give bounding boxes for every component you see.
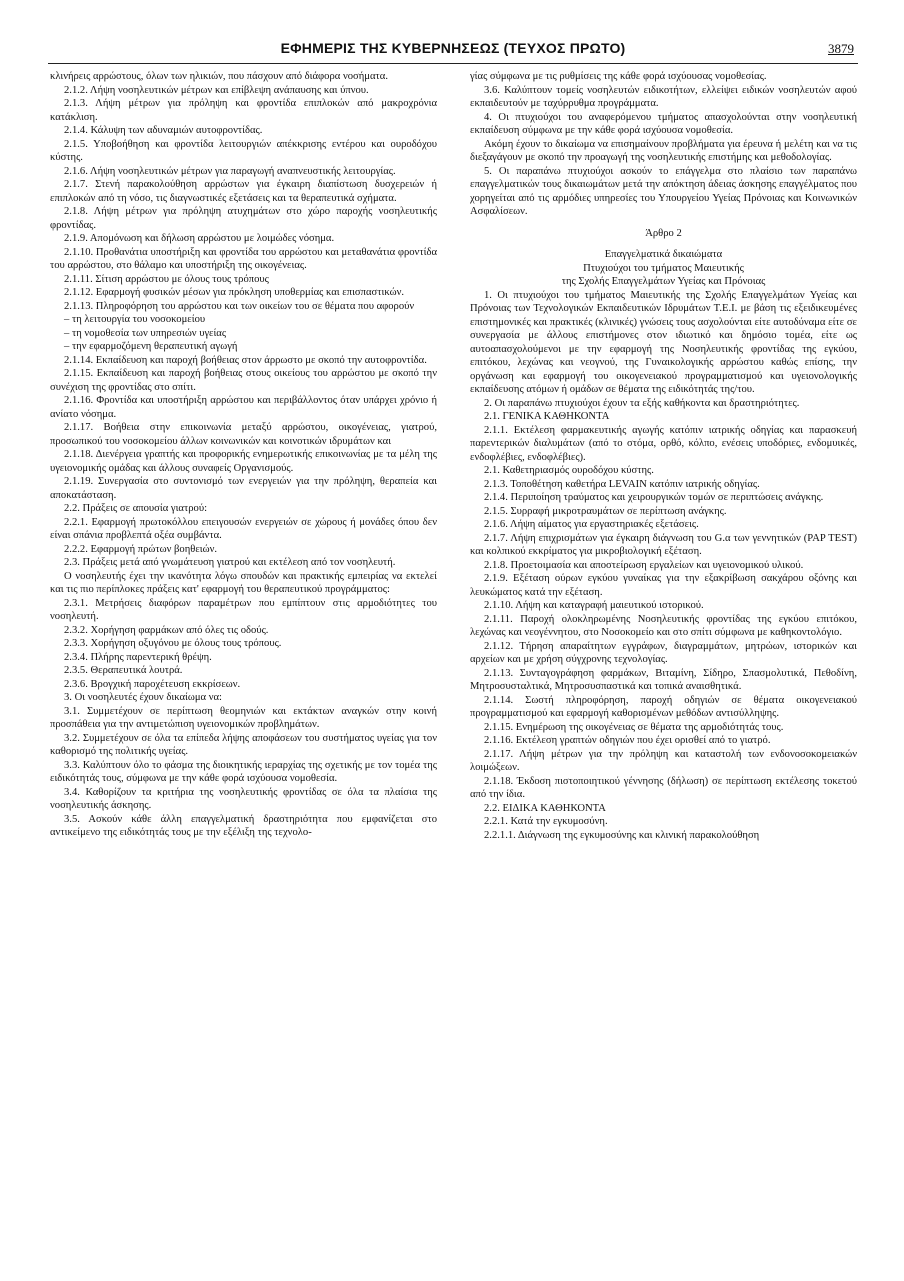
paragraph: 2.3. Πράξεις μετά από γνωμάτευση γιατρού και εκτέλεση από τον νοσηλευτή. — [64, 557, 396, 568]
header-rule — [48, 63, 858, 64]
subsection-heading: 2.2. ΕΙΔΙΚΑ ΚΑΘΗΚΟΝΤΑ — [484, 802, 606, 814]
paragraph: 2.1.2. Λήψη νοσηλευτικών μέτρων και επίβλεψη ανάπαυσης και ύπνου. — [64, 84, 369, 96]
paragraph: 2.1.4. Κάλυψη των αδυναμιών αυτοφροντίδας. — [64, 125, 263, 136]
paragraph: 2.3.1. Μετρήσεις διαφόρων παραμέτρων που εμπίπτουν στις αρμοδιότητες του νοσηλευτή. — [50, 597, 437, 622]
section-heading: της Σχολής Επαγγελμάτων Υγείας και Πρόνοιας — [561, 276, 766, 287]
paragraph: Ακόμη έχουν το δικαίωμα να επισημαίνουν προβλήματα για έρευνα ή μελέτη και να τις διεξαγάγουν με σκοπό την προαγωγή της νοσηλευτικής επιστήμης και μεθοδολογίας. — [470, 138, 857, 163]
paragraph: 2.1.18. Έκδοση πιστοποιητικού γέννησης (δήλωση) σε περίπτωση εκτέλεσης τοκετού από την ίδια. — [470, 775, 857, 800]
paragraph: 2.1.5. Συρραφή μικροτραυμάτων σε περίπτωση ανάγκης. — [484, 505, 727, 517]
paragraph: 1. Οι πτυχιούχοι του τμήματος Μαιευτικής της Σχολής Επαγγελμάτων Υγείας και Πρόνοιας των Τεχνολογικών Εκπαιδευτικών Ιδρυμάτων Τ.Ε.Ι. με βάση τις εξειδικευμένες επιστημονικές και πρακτικές (κλινικές) γνώσεις τους ασχολούνται είτε αυτοδύναμα είτε σε συνεργασία με άλλους επιστήμονες στον ιδιωτικό και δημόσιο τομέα, είτε ως αυτοαπασχολούμενοι με την εφαρμογή της Νοσηλευτικής φροντίδας της εγκύου, επιτόκου, λεχώνας και νεογνού, της Γυναικολογικής αρρώστου καθώς επίσης, την οργάνωση και εφαρμογή του οικογενειακού προγραμματισμού και υγειονολογικής εκπαίδευσης ατόμων ή ομάδων σε θέματα της ειδικότητάς της/του. — [470, 289, 857, 395]
paragraph: 2.1.9. Εξέταση ούρων εγκύου γυναίκας για την εξακρίβωση σακχάρου οξόνης και λευκώματος κατά την εξέταση. — [470, 573, 857, 598]
paragraph: 3.4. Καθορίζουν τα κριτήρια της νοσηλευτικής φροντίδας σε όλα τα πλαίσια της νοσηλευτικής άσκησης. — [50, 786, 437, 811]
paragraph: – τη νομοθεσία των υπηρεσιών υγείας — [64, 327, 227, 339]
paragraph: 2.3.5. Θεραπευτικά λουτρά. — [64, 665, 183, 676]
paragraph: 2.1.8. Λήψη μέτρων για πρόληψη ατυχημάτων στο χώρο παροχής νοσηλευτικής φροντίδας. — [50, 206, 437, 231]
page-header — [48, 38, 858, 64]
paragraph: 2.1.16. Εκτέλεση γραπτών οδηγιών που έχει ορισθεί από το γιατρό. — [484, 735, 771, 746]
paragraph: 2.3.4. Πλήρης παρεντερική θρέψη. — [64, 651, 212, 663]
paragraph: 2.1.8. Προετοιμασία και αποστείρωση εργαλείων και υγειονομικού υλικού. — [484, 559, 804, 571]
paragraph: 2.1.17. Λήψη μέτρων για την πρόληψη και καταστολή των ενδονοσοκομειακών λοιμώξεων. — [470, 748, 857, 773]
paragraph: 2.1.12. Εφαρμογή φυσικών μέσων για πρόκληση υποθερμίας και επισπαστικών. — [64, 287, 405, 298]
paragraph: 2.1.7. Λήψη επιχρισμάτων για έγκαιρη διάγνωση του G.α των γεννητικών (PAP TEST) και κολπικού εκκρίματος για μικροβιολογική εξέταση. — [470, 532, 857, 557]
paragraph: 2.1.6. Λήψη αίματος για εργαστηριακές εξετάσεις. — [484, 519, 699, 530]
paragraph: 3.1. Συμμετέχουν σε περίπτωση θεομηνιών και εκτάκτων αναγκών στην κοινή προσπάθεια για την αντιμετώπιση υγειονομικών προβλημάτων. — [50, 705, 437, 730]
section-heading: Επαγγελματικά δικαιώματα — [604, 249, 723, 260]
paragraph: 3.2. Συμμετέχουν σε όλα τα επίπεδα λήψης αποφάσεων του συστήματος υγείας για τον καθορισμό της πολιτικής υγείας. — [50, 732, 437, 757]
paragraph: 2.2. Πράξεις σε απουσία γιατρού: — [64, 503, 208, 514]
paragraph: 2.1.4. Περιποίηση τραύματος και χειρουργικών τομών σε περιπτώσεις ανάγκης. — [484, 492, 824, 503]
paragraph: 2.1.10. Προθανάτια υποστήριξη και φροντίδα του αρρώστου και μεταθανάτια φροντίδα του αρρώστου, στο θάλαμο και υποστήριξη της οικογένειας. — [50, 246, 437, 271]
paragraph: 3.6. Καλύπτουν τομείς νοσηλευτών ειδικοτήτων, ελλείψει ειδικών νοσηλευτών αφού εκπαιδευτούν με ταχύρρυθμα προγράμματα. — [470, 84, 857, 109]
paragraph: 3. Οι νοσηλευτές έχουν δικαίωμα να: — [64, 692, 222, 703]
paragraph: 2.2.1. Εφαρμογή πρωτοκόλλου επειγουσών ενεργειών σε χώρους ή μονάδες όπου δεν είναι σπάνια προβλεπτά οξέα συμβάντα. — [50, 516, 437, 541]
paragraph: 5. Οι παραπάνω πτυχιούχοι ασκούν το επάγγελμα στο πλαίσιο των παραπάνω επαγγελματικών τους δικαιωμάτων μετά την απόκτηση άδειας άσκησης επαγγέλματος που χορηγείται από τις αρμόδιες υπηρεσίες του Υπουργείου Υγείας Πρόνοιας και Κοινωνικών Ασφαλίσεων. — [470, 165, 857, 217]
paragraph: 2.2.2. Εφαρμογή πρώτων βοηθειών. — [64, 543, 218, 555]
paragraph: 2.1.18. Διενέργεια γραπτής και προφορικής ενημερωτικής επικοινωνίας με τα μέλη της υγειονομικής ομάδας και άλλους συναφείς Οργανισμούς. — [50, 449, 437, 474]
paragraph: 2.3.3. Χορήγηση οξυγόνου με όλους τους τρόπους. — [64, 638, 282, 649]
paragraph: κλινήρεις αρρώστους, όλων των ηλικιών, που πάσχουν από διάφορα νοσήματα. — [50, 71, 388, 82]
paragraph: 2.1.15. Ενημέρωση της οικογένειας σε θέματα της αρμοδιότητάς τους. — [484, 721, 784, 733]
paragraph: 3.3. Καλύπτουν όλο το φάσμα της διοικητικής ιεραρχίας της σχετικής με τον τομέα της ειδικότητάς τους, σύμφωνα με την κάθε φορά ισχύουσα νομοθεσία. — [50, 759, 437, 784]
paragraph: – την εφαρμοζόμενη θεραπευτική αγωγή — [64, 341, 238, 352]
section-heading: Πτυχιούχοι του τμήματος Μαιευτικής — [583, 262, 744, 274]
paragraph: 2.1.13. Συνταγογράφηση φαρμάκων, Βιταμίνη, Σίδηρο, Σπασμολυτικά, Πεθοδίνη, Μητροσυσταλτικά, Μητροσυσπαστικά και τοπικά αναισθητικά. — [470, 667, 857, 692]
paragraph: – τη λειτουργία του νοσοκομείου — [64, 314, 206, 325]
page-number: 3879 — [828, 41, 854, 56]
paragraph: 2.1. Καθετηριασμός ουροδόχου κύστης. — [484, 465, 654, 476]
paragraph: 2.1.13. Πληροφόρηση του αρρώστου και των οικείων του σε θέματα που αφορούν — [64, 300, 415, 312]
paragraph: 2.1.5. Υποβοήθηση και φροντίδα λειτουργιών απέκκρισης εντέρου και ουροδόχου κύστης. — [50, 138, 437, 163]
spacer — [470, 240, 857, 248]
paragraph: 2.1.9. Απομόνωση και δήλωση αρρώστου με λοιμώδες νόσημα. — [64, 233, 335, 244]
paragraph: 4. Οι πτυχιούχοι του αναφερόμενου τμήματος απασχολούνται στην νοσηλευτική εκπαίδευση σύμφωνα με την κάθε φορά ισχύουσα νομοθεσία. — [470, 111, 857, 136]
right-column — [470, 70, 857, 842]
paragraph: 3.5. Ασκούν κάθε άλλη επαγγελματική δραστηριότητα που εμφανίζεται στο αντικείμενο της ειδικότητάς τους με την εξέλιξη της τεχνολο- — [50, 813, 437, 838]
paragraph: 2.3.2. Χορήγηση φαρμάκων από όλες τις οδούς. — [64, 624, 269, 636]
paragraph: 2.2.1. Κατά την εγκυμοσύνη. — [484, 816, 608, 827]
paragraph: 2.2.1.1. Διάγνωση της εγκυμοσύνης και κλινική παρακολούθηση — [484, 829, 760, 841]
paragraph: 2.1.3. Τοποθέτηση καθετήρα LEVAIN κατόπιν ιατρικής οδηγίας. — [484, 478, 760, 490]
paragraph: 2.1.11. Παροχή ολοκληρωμένης Νοσηλευτικής φροντίδας της εγκύου επιτόκου, λεχώνας και νεογέννητου, στο Νοσοκομείο και στο σπίτι σύμφωνα με καθηκοντολόγιο. — [470, 613, 857, 638]
paragraph: 2.1.15. Εκπαίδευση και παροχή βοήθειας στους οικείους του αρρώστου με σκοπό την συνέχιση της φροντίδας στο σπίτι. — [50, 368, 437, 393]
paragraph: 2.3.6. Βρογχική παροχέτευση εκκρίσεων. — [64, 678, 241, 690]
paragraph: 2.1.17. Βοήθεια στην επικοινωνία μεταξύ αρρώστου, οικογένειας, γιατρού, προσωπικού του νοσοκομείου άλλων κοινωνικών και κοινοτικών ιδρυμάτων και — [50, 422, 437, 447]
paragraph: 2.1.12. Τήρηση απαραίτητων εγγράφων, διαγραμμάτων, μητρώων, ιστορικών και αρχείων και με χρήση σύγχρονης τεχνολογίας. — [470, 640, 857, 665]
paragraph: 2.1.1. Εκτέλεση φαρμακευτικής αγωγής κατόπιν ιατρικής οδηγίας και παρασκευή παρεντερικών διαλυμάτων (από το στόμα, ορθό, κόλπο, ενέσεις υποδόριες, ενδομυικές, ενδοφλέβιες, ενδοφλέβιες). — [470, 424, 857, 463]
paragraph: γίας σύμφωνα με τις ρυθμίσεις της κάθε φορά ισχύουσας νομοθεσίας. — [470, 71, 767, 82]
paragraph: 2.1.6. Λήψη νοσηλευτικών μέτρων για παραγωγή αναπνευστικής λειτουργίας. — [64, 165, 396, 177]
paragraph: 2. Οι παραπάνω πτυχιούχοι έχουν τα εξής καθήκοντα και δραστηριότητες. — [484, 397, 800, 409]
paragraph: 2.1.14. Εκπαίδευση και παροχή βοήθειας στον άρρωστο με σκοπό την αυτοφροντίδα. — [64, 354, 427, 366]
section-heading: Άρθρο 2 — [645, 227, 682, 239]
paragraph: 2.1.7. Στενή παρακολούθηση αρρώστων για έγκαιρη διαπίστωση δυσχερειών ή επιπλοκών από τη νόσο, τις διαγνωστικές εξετάσεις και τα θεραπευτικά σχήματα. — [50, 179, 437, 204]
paragraph: 2.1.14. Σωστή πληροφόρηση, παροχή οδηγιών σε θέματα οικογενειακού προγραμματισμού και εφαρμογή καθορισμένων μεθόδων αντισύλληψης. — [470, 694, 857, 719]
gazette-title: ΕΦΗΜΕΡΙΣ ΤΗΣ ΚΥΒΕΡΝΗΣΕΩΣ (ΤΕΥΧΟΣ ΠΡΩΤΟ) — [280, 40, 626, 56]
subsection-heading: 2.1. ΓΕΝΙΚΑ ΚΑΘΗΚΟΝΤΑ — [484, 411, 610, 422]
paragraph: 2.1.11. Σίτιση αρρώστου με όλους τους τρόπους — [64, 273, 269, 285]
left-column — [50, 70, 437, 840]
paragraph: 2.1.19. Συνεργασία στο συντονισμό των ενεργειών για την πρόληψη, θεραπεία και αποκατάσταση. — [50, 476, 437, 501]
paragraph: 2.1.10. Λήψη και καταγραφή μαιευτικού ιστορικού. — [484, 600, 704, 611]
spacer — [470, 219, 857, 227]
paragraph: Ο νοσηλευτής έχει την ικανότητα λόγω σπουδών και πρακτικής εμπειρίας να εκτελεί και τις πιο περίπλοκες πράξεις κατ' εφαρμογή του θεραπευτικού προγράμματος: — [50, 570, 437, 595]
paragraph: 2.1.16. Φροντίδα και υποστήριξη αρρώστου και περιβάλλοντος όταν υπάρχει χρόνιο ή ανίατο νόσημα. — [50, 395, 437, 420]
paragraph: 2.1.3. Λήψη μέτρων για πρόληψη και φροντίδα επιπλοκών από μακροχρόνια κατάκλιση. — [50, 98, 437, 123]
